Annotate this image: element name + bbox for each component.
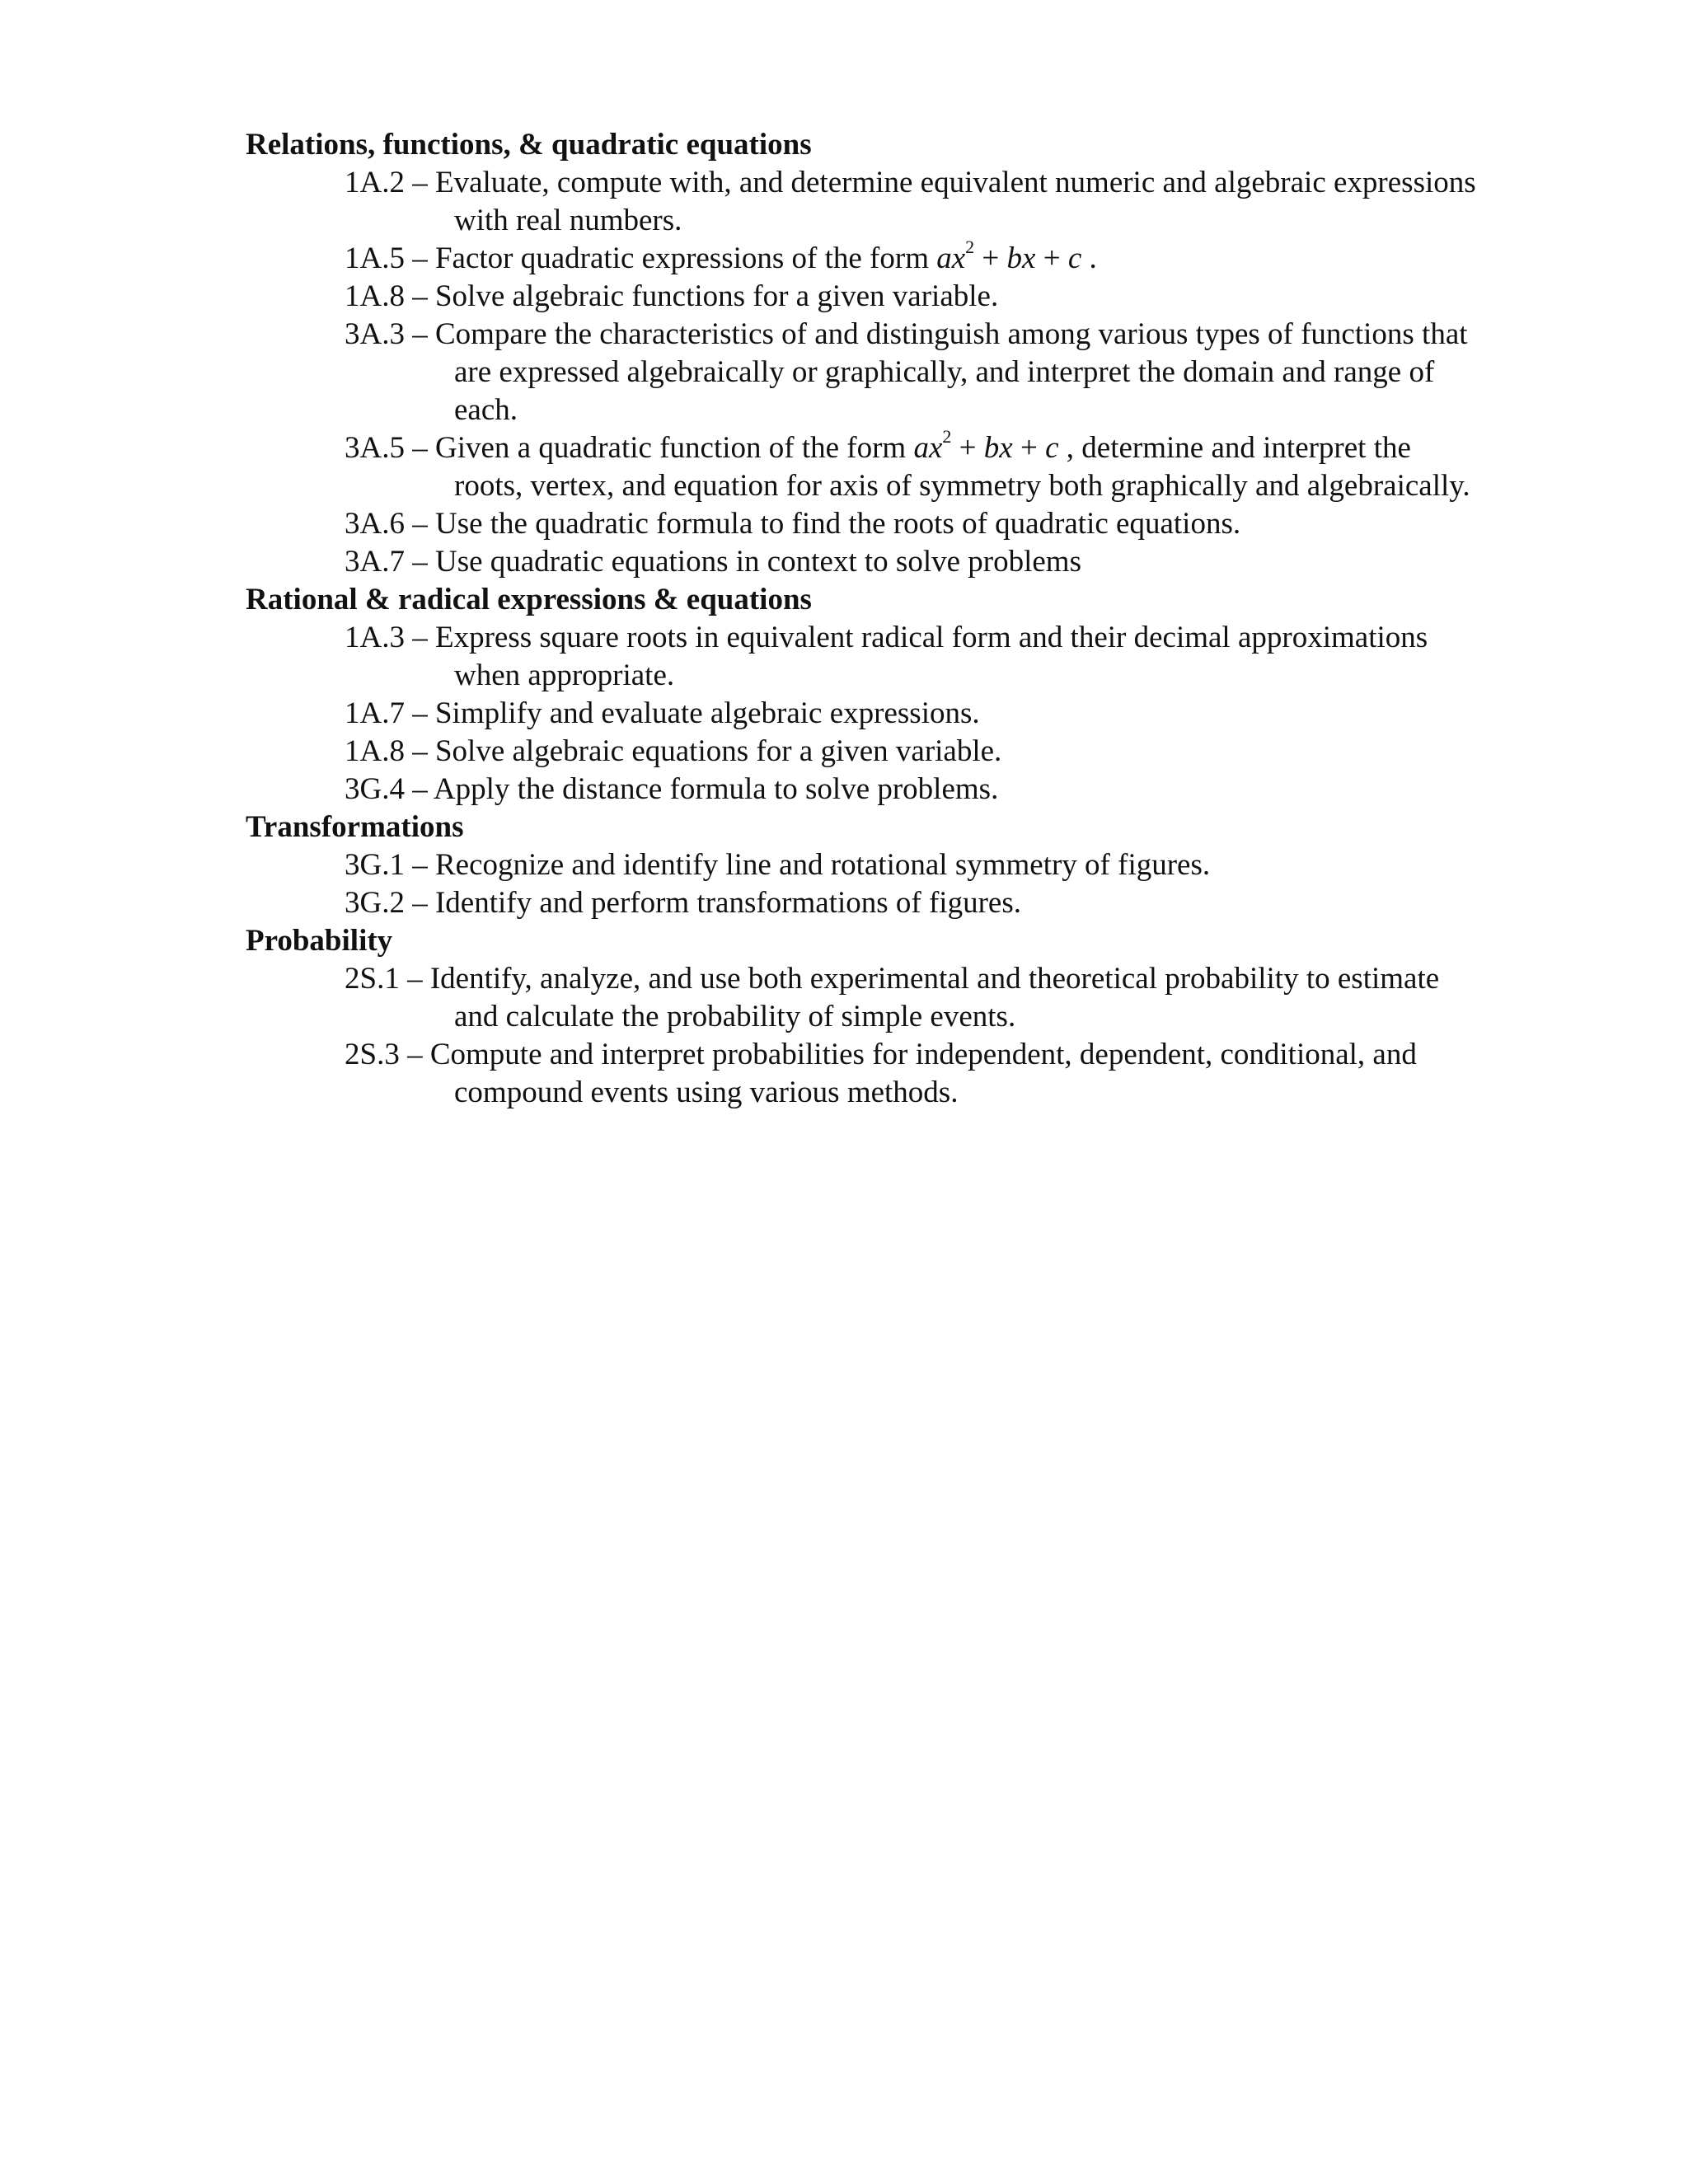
list-item-1a7 [345, 695, 1564, 733]
list-item-3a3 [345, 316, 1564, 429]
item-continuation: each. [454, 393, 518, 427]
section-heading-relations: Relations, functions, & quadratic equations [246, 128, 812, 162]
list-item-3g2 [345, 884, 1564, 922]
item-text: 3G.1 – Recognize and identify line and rotational symmetry of figures. [345, 848, 1211, 882]
item-text: 3G.2 – Identify and perform transformations of figures. [345, 886, 1021, 920]
document-body [246, 126, 1564, 1112]
item-text: 3A.6 – Use the quadratic formula to find the roots of quadratic equations. [345, 507, 1241, 541]
list-item-3a5 [345, 426, 1564, 505]
item-text: 1A.8 – Solve algebraic equations for a given variable. [345, 734, 1002, 768]
list-item-1a3 [345, 619, 1564, 695]
item-continuation: and calculate the probability of simple events. [454, 1000, 1016, 1033]
quadratic-expression: $ax^2$ + bx + c [913, 426, 1059, 465]
item-continuation: with real numbers. [454, 204, 682, 237]
item-text: 1A.8 – Solve algebraic functions for a given variable. [345, 279, 999, 313]
section-heading-probability: Probability [246, 924, 393, 958]
item-text: 3G.4 – Apply the distance formula to solve problems. [345, 772, 999, 806]
list-item-1a8 [345, 278, 1564, 316]
list-item-3g4 [345, 771, 1564, 808]
item-text: 1A.7 – Simplify and evaluate algebraic expressions. [345, 696, 980, 730]
item-text: 1A.5 – Factor quadratic expressions of the form [345, 241, 937, 275]
item-continuation: when appropriate. [454, 658, 675, 692]
quadratic-expression: $ax^2$ + bx + c [936, 237, 1082, 275]
list-item-1a2 [345, 164, 1564, 240]
list-item-3g1 [345, 846, 1564, 884]
list-item-3a7 [345, 543, 1564, 581]
list-item-1a5 [345, 237, 1564, 278]
list-item-2s1 [345, 960, 1564, 1036]
section-heading-transformations: Transformations [246, 810, 464, 844]
item-text: 3A.7 – Use quadratic equations in context to solve problems [345, 545, 1081, 579]
item-continuation: compound events using various methods. [454, 1076, 959, 1109]
section-heading-rational: Rational & radical expressions & equations [246, 583, 812, 616]
list-item-1a8-equations [345, 733, 1564, 771]
item-text-end: . [1089, 241, 1097, 275]
item-text: 2S.3 – Compute and interpret probabilities for independent, dependent, conditional, and [345, 1038, 1417, 1071]
item-text: 1A.2 – Evaluate, compute with, and determine equivalent numeric and algebraic expressions [345, 166, 1476, 199]
item-text: 3A.5 – Given a quadratic function of the form [345, 431, 914, 465]
item-text: 3A.3 – Compare the characteristics of and distinguish among various types of functions that [345, 317, 1468, 351]
list-item-3a6 [345, 505, 1564, 543]
list-item-2s3 [345, 1036, 1564, 1112]
item-text: 2S.1 – Identify, analyze, and use both experimental and theoretical probability to estimate [345, 962, 1440, 996]
item-text-end: , determine and interpret the [1066, 431, 1411, 465]
item-continuation: roots, vertex, and equation for axis of symmetry both graphically and algebraically. [454, 469, 1470, 503]
item-continuation: are expressed algebraically or graphically, and interpret the domain and range of [454, 355, 1435, 389]
item-text: 1A.3 – Express square roots in equivalent radical form and their decimal approximations [345, 621, 1428, 654]
